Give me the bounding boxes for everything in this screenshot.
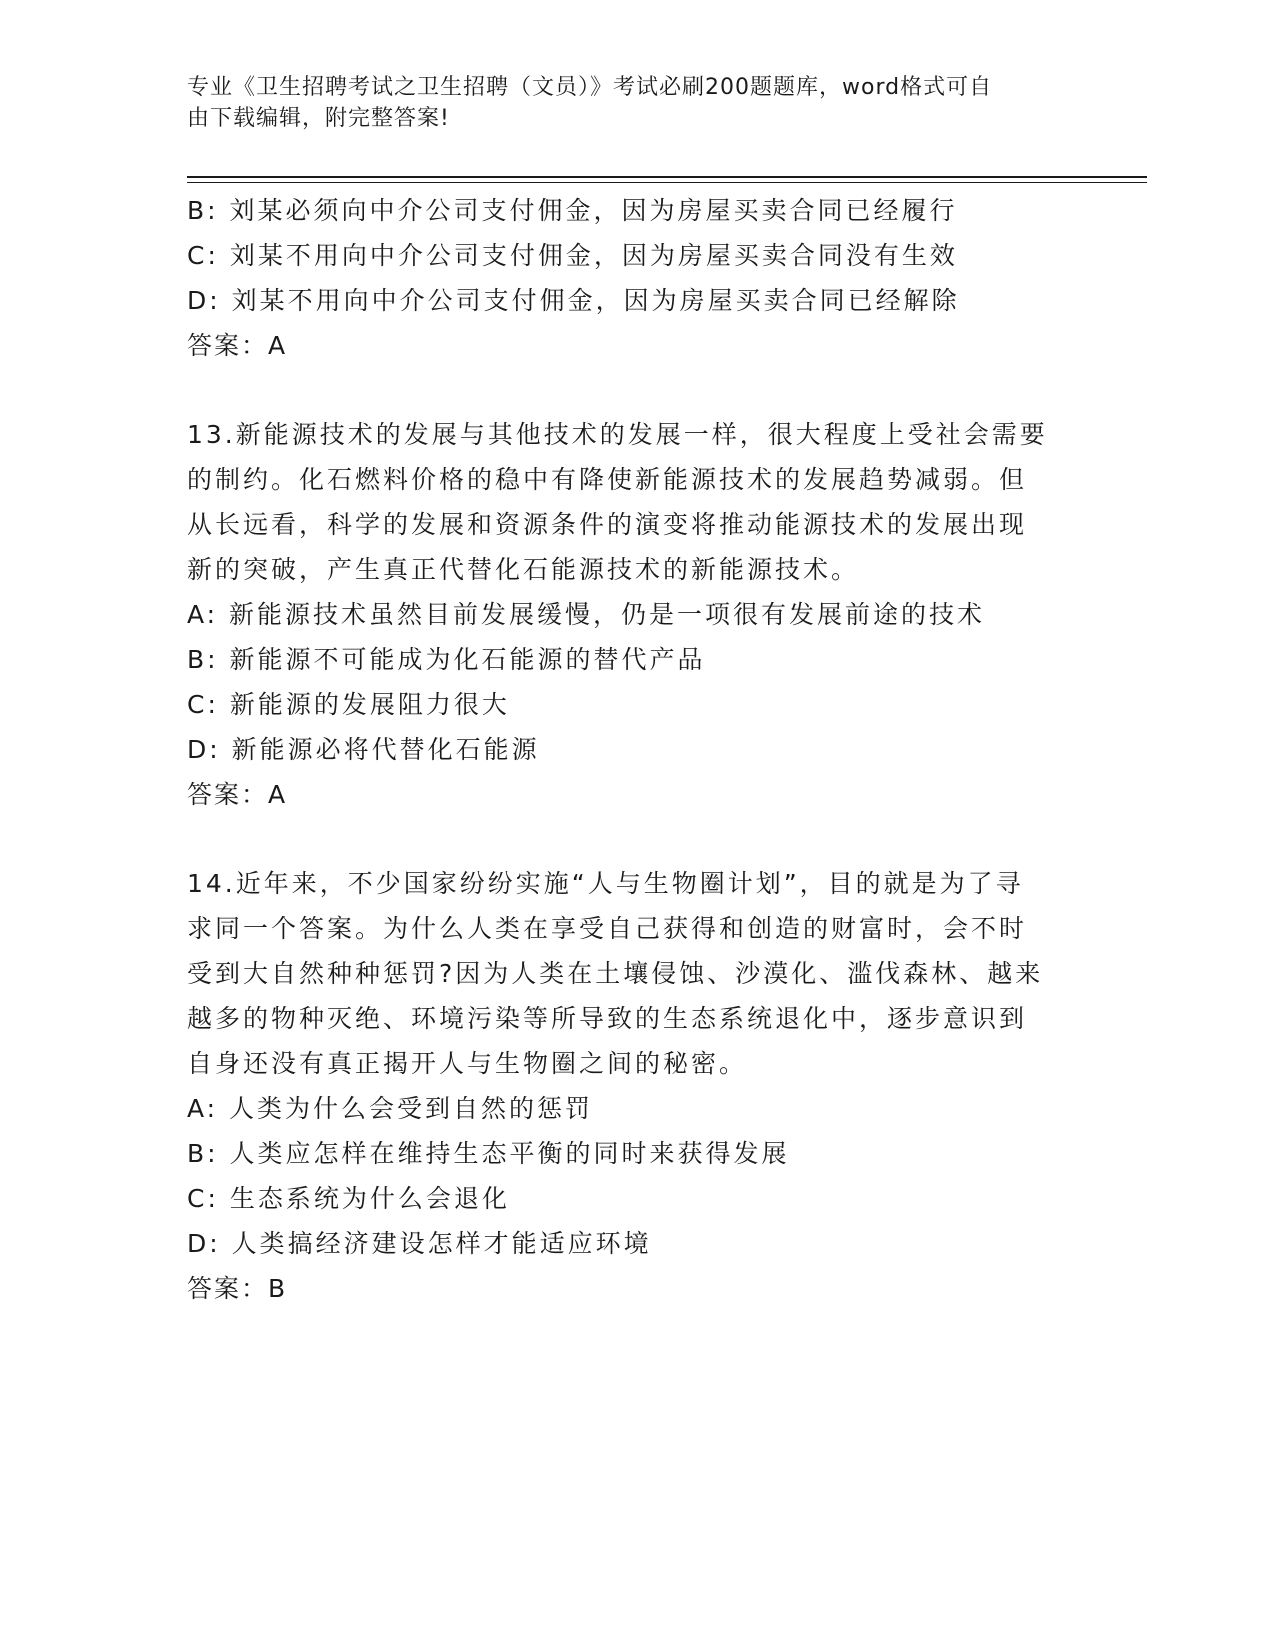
q14-text-line-2: 求同一个答案。为什么人类在享受自己获得和创造的财富时，会不时 xyxy=(187,914,1028,943)
q12-option-c: C: 刘某不用向中介公司支付佣金，因为房屋买卖合同没有生效 xyxy=(187,241,958,270)
q14-option-d: D: 人类搞经济建设怎样才能适应环境 xyxy=(187,1229,652,1258)
q14-answer: 答案：B xyxy=(187,1274,288,1303)
header-line-2: 由下载编辑，附完整答案! xyxy=(187,106,450,131)
spacer xyxy=(187,368,1087,412)
spacer xyxy=(187,817,1087,861)
q14-option-c: C: 生态系统为什么会退化 xyxy=(187,1184,510,1213)
document-body xyxy=(187,188,1087,1311)
q14-option-a: A: 人类为什么会受到自然的惩罚 xyxy=(187,1094,594,1123)
q13-option-a: A: 新能源技术虽然目前发展缓慢，仍是一项很有发展前途的技术 xyxy=(187,600,986,629)
q14-text-line-4: 越多的物种灭绝、环境污染等所导致的生态系统退化中，逐步意识到 xyxy=(187,1004,1028,1033)
question-12-tail xyxy=(187,188,1087,368)
q13-text-line-2: 的制约。化石燃料价格的稳中有降使新能源技术的发展趋势减弱。但 xyxy=(187,465,1028,494)
q14-text-line-1: 14.近年来，不少国家纷纷实施“人与生物圈计划”，目的就是为了寻 xyxy=(187,869,1024,898)
q13-text-line-3: 从长远看，科学的发展和资源条件的演变将推动能源技术的发展出现 xyxy=(187,510,1028,539)
q12-answer: 答案：A xyxy=(187,331,288,360)
q14-option-b: B: 人类应怎样在维持生态平衡的同时来获得发展 xyxy=(187,1139,790,1168)
document-header xyxy=(187,72,1067,134)
header-divider-thick xyxy=(187,176,1147,178)
q13-text-line-4: 新的突破，产生真正代替化石能源技术的新能源技术。 xyxy=(187,555,860,584)
header-divider-thin xyxy=(187,182,1147,183)
q13-option-b: B: 新能源不可能成为化石能源的替代产品 xyxy=(187,645,706,674)
q12-option-d: D: 刘某不用向中介公司支付佣金，因为房屋买卖合同已经解除 xyxy=(187,286,960,315)
question-14 xyxy=(187,861,1087,1311)
q13-answer: 答案：A xyxy=(187,780,288,809)
header-line-1: 专业《卫生招聘考试之卫生招聘（文员）》考试必刷200题题库，word格式可自 xyxy=(187,75,993,100)
q13-option-c: C: 新能源的发展阻力很大 xyxy=(187,690,510,719)
question-13 xyxy=(187,412,1087,817)
q13-text-line-1: 13.新能源技术的发展与其他技术的发展一样，很大程度上受社会需要 xyxy=(187,420,1048,449)
q14-text-line-5: 自身还没有真正揭开人与生物圈之间的秘密。 xyxy=(187,1049,748,1078)
q12-option-b: B: 刘某必须向中介公司支付佣金，因为房屋买卖合同已经履行 xyxy=(187,196,958,225)
q13-option-d: D: 新能源必将代替化石能源 xyxy=(187,735,540,764)
q14-text-line-3: 受到大自然种种惩罚?因为人类在土壤侵蚀、沙漠化、滥伐森林、越来 xyxy=(187,959,1044,988)
